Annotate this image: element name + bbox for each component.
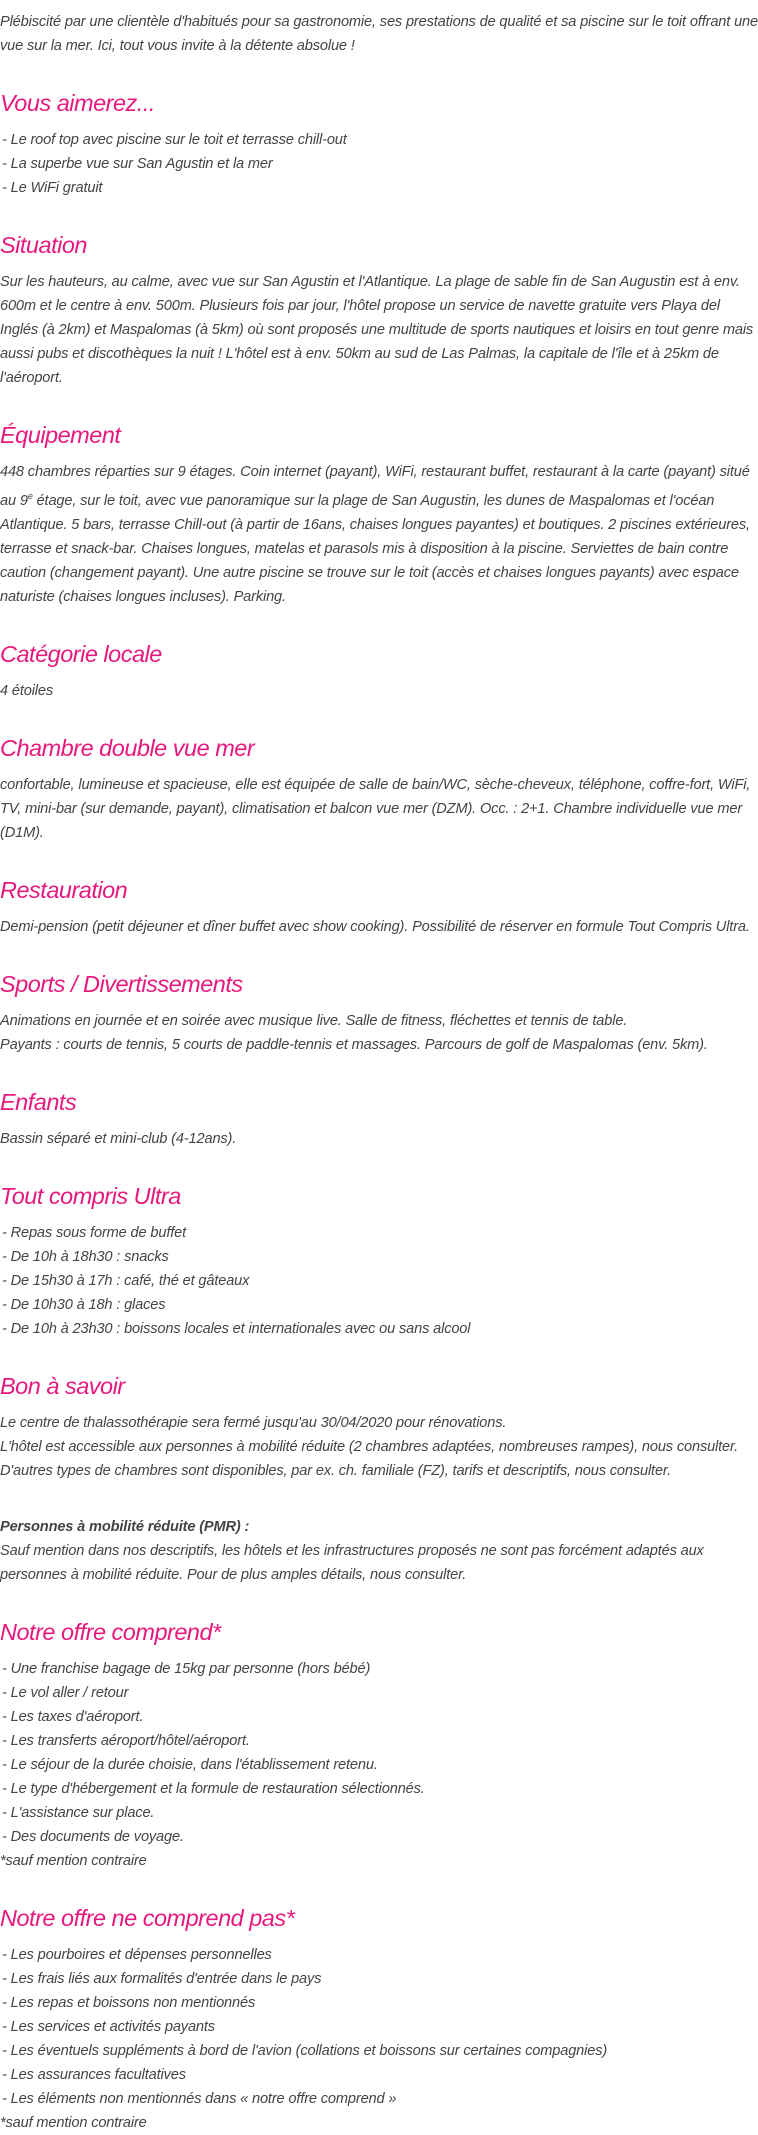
included-list	[0, 1657, 758, 1849]
section-title: Notre offre ne comprend pas*	[0, 1904, 295, 1931]
list-item: - La superbe vue sur San Agustin et la mer	[2, 156, 273, 172]
equipement-text-part2: étage, sur le toit, avec vue panoramique sur la plage de San Augustin, les dunes de Maspalomas et l'océan Atlantique. 5 bars, terrasse Chill-out (à partir de 16ans, chaises longues payantes) et boutiques. 2 piscines extérieures, terrasse et snack-bar. Chaises longues, matelas et parasols mis à disposition à la piscine. Serviettes de bain contre caution (changement payant). Une autre piscine se trouve sur le toit (accès et chaises longues payants) avec espace naturiste (chaises longues incluses). Parking.	[0, 492, 750, 605]
hotel-description	[0, 10, 758, 2135]
list-item: - Les repas et boissons non mentionnés	[2, 1994, 256, 2011]
section-offre-ne-comprend-pas	[0, 1903, 758, 2135]
not-included-list	[0, 1943, 758, 2111]
list-item: - Les éléments non mentionnés dans « notre offre comprend »	[2, 2090, 397, 2107]
list-item: - Le WiFi gratuit	[2, 180, 103, 196]
section-tout-compris	[0, 1181, 758, 1341]
bon-a-savoir-line: Le centre de thalassothérapie sera fermé jusqu'au 30/04/2020 pour rénovations.	[0, 1414, 507, 1431]
list-item: - Le roof top avec piscine sur le toit et terrasse chill-out	[2, 132, 347, 148]
pmr-title: Personnes à mobilité réduite (PMR) :	[0, 1518, 250, 1535]
section-categorie	[0, 639, 758, 703]
list-item: - Le type d'hébergement et la formule de restauration sélectionnés.	[2, 1780, 425, 1797]
list-item: - Repas sous forme de buffet	[2, 1224, 186, 1241]
equipement-text-part1: 448 chambres réparties sur 9 étages. Coin internet (payant), WiFi, restaurant buffet, restaurant à la carte (payant) situé au 9	[0, 464, 750, 509]
section-bon-a-savoir	[0, 1371, 758, 1587]
bon-a-savoir-line: D'autres types de chambres sont disponibles, par ex. ch. familiale (FZ), tarifs et descriptifs, nous consulter.	[0, 1462, 671, 1479]
list-item: - Une franchise bagage de 15kg par personne (hors bébé)	[2, 1660, 371, 1677]
enfants-text: Bassin séparé et mini-club (4-12ans).	[0, 1130, 237, 1147]
section-situation	[0, 230, 758, 390]
section-vous-aimerez	[0, 88, 758, 200]
intro-text: Plébiscité par une clientèle d'habitués pour sa gastronomie, ses prestations de qualité et sa piscine sur le toit offrant une vue sur la mer. Ici, tout vous invite à la détente absolue !	[0, 14, 758, 54]
list-item: - Les assurances facultatives	[2, 2066, 186, 2083]
section-chambre	[0, 733, 758, 845]
highlights-list	[0, 128, 758, 200]
list-item: - De 10h à 23h30 : boissons locales et internationales avec ou sans alcool	[2, 1320, 471, 1337]
list-item: - De 15h30 à 17h : café, thé et gâteaux	[2, 1272, 250, 1289]
list-item: - Le séjour de la durée choisie, dans l'établissement retenu.	[2, 1756, 378, 1773]
list-item: - Les transferts aéroport/hôtel/aéroport.	[2, 1732, 250, 1749]
list-item: - Les frais liés aux formalités d'entrée dans le pays	[2, 1970, 322, 1987]
sports-text-line: Payants : courts de tennis, 5 courts de paddle-tennis et massages. Parcours de golf de Maspalomas (env. 5km).	[0, 1036, 708, 1053]
section-enfants	[0, 1087, 758, 1151]
section-title: Équipement	[0, 422, 121, 448]
pmr-text: Sauf mention dans nos descriptifs, les hôtels et les infrastructures proposés ne sont pas forcément adaptés aux personnes à mobilité réduite. Pour de plus amples détails, nous consulter.	[0, 1542, 704, 1583]
section-sports	[0, 969, 758, 1057]
footnote: *sauf mention contraire	[0, 2114, 147, 2131]
section-title: Situation	[0, 232, 87, 258]
all-inclusive-list	[0, 1221, 758, 1341]
chambre-text: confortable, lumineuse et spacieuse, elle est équipée de salle de bain/WC, sèche-cheveux, téléphone, coffre-fort, WiFi, TV, mini-bar (sur demande, payant), climatisation et balcon vue mer (DZM). Occ. : 2+1. Chambre individuelle vue mer (D1M).	[0, 776, 751, 841]
footnote: *sauf mention contraire	[0, 1852, 147, 1869]
sports-text-line: Animations en journée et en soirée avec musique live. Salle de fitness, fléchettes et tennis de table.	[0, 1012, 628, 1029]
section-title: Notre offre comprend*	[0, 1618, 221, 1645]
list-item: - Les éventuels suppléments à bord de l'avion (collations et boissons sur certaines compagnies)	[2, 2042, 608, 2059]
section-title: Chambre double vue mer	[0, 734, 255, 761]
equipement-text	[0, 460, 758, 609]
section-restauration	[0, 875, 758, 939]
bon-a-savoir-line: L'hôtel est accessible aux personnes à mobilité réduite (2 chambres adaptées, nombreuses rampes), nous consulter.	[0, 1438, 739, 1455]
section-title: Enfants	[0, 1088, 77, 1115]
list-item: - L'assistance sur place.	[2, 1804, 155, 1821]
section-title: Catégorie locale	[0, 640, 162, 667]
section-title: Bon à savoir	[0, 1372, 125, 1399]
spacer	[0, 1483, 758, 1515]
section-title: Tout compris Ultra	[0, 1182, 181, 1209]
restauration-text: Demi-pension (petit déjeuner et dîner buffet avec show cooking). Possibilité de réserver en formule Tout Compris Ultra.	[0, 918, 750, 935]
situation-text: Sur les hauteurs, au calme, avec vue sur San Agustin et l'Atlantique. La plage de sable fin de San Augustin est à env. 600m et le centre à env. 500m. Plusieurs fois par jour, l'hôtel propose un service de navette gratuite vers Playa del Inglés (à 2km) et Maspalomas (à 5km) où sont proposés une multitude de sports nautiques et loisirs en tout genre mais aussi pubs et discothèques la nuit ! L'hôtel est à env. 50km au sud de Las Palmas, la capitale de l'île et à 25km de l'aéroport.	[0, 274, 754, 386]
section-title: Vous aimerez...	[0, 90, 155, 116]
section-equipement	[0, 420, 758, 609]
list-item: - De 10h à 18h30 : snacks	[2, 1248, 169, 1265]
list-item: - Les taxes d'aéroport.	[2, 1708, 144, 1725]
section-title: Restauration	[0, 876, 128, 903]
list-item: - De 10h30 à 18h : glaces	[2, 1296, 166, 1313]
list-item: - Des documents de voyage.	[2, 1828, 184, 1845]
list-item: - Les services et activités payants	[2, 2018, 215, 2035]
categorie-text: 4 étoiles	[0, 682, 54, 699]
list-item: - Les pourboires et dépenses personnelles	[2, 1946, 272, 1963]
list-item: - Le vol aller / retour	[2, 1684, 129, 1701]
superscript: e	[27, 491, 33, 501]
section-title: Sports / Divertissements	[0, 970, 243, 997]
section-offre-comprend	[0, 1617, 758, 1873]
